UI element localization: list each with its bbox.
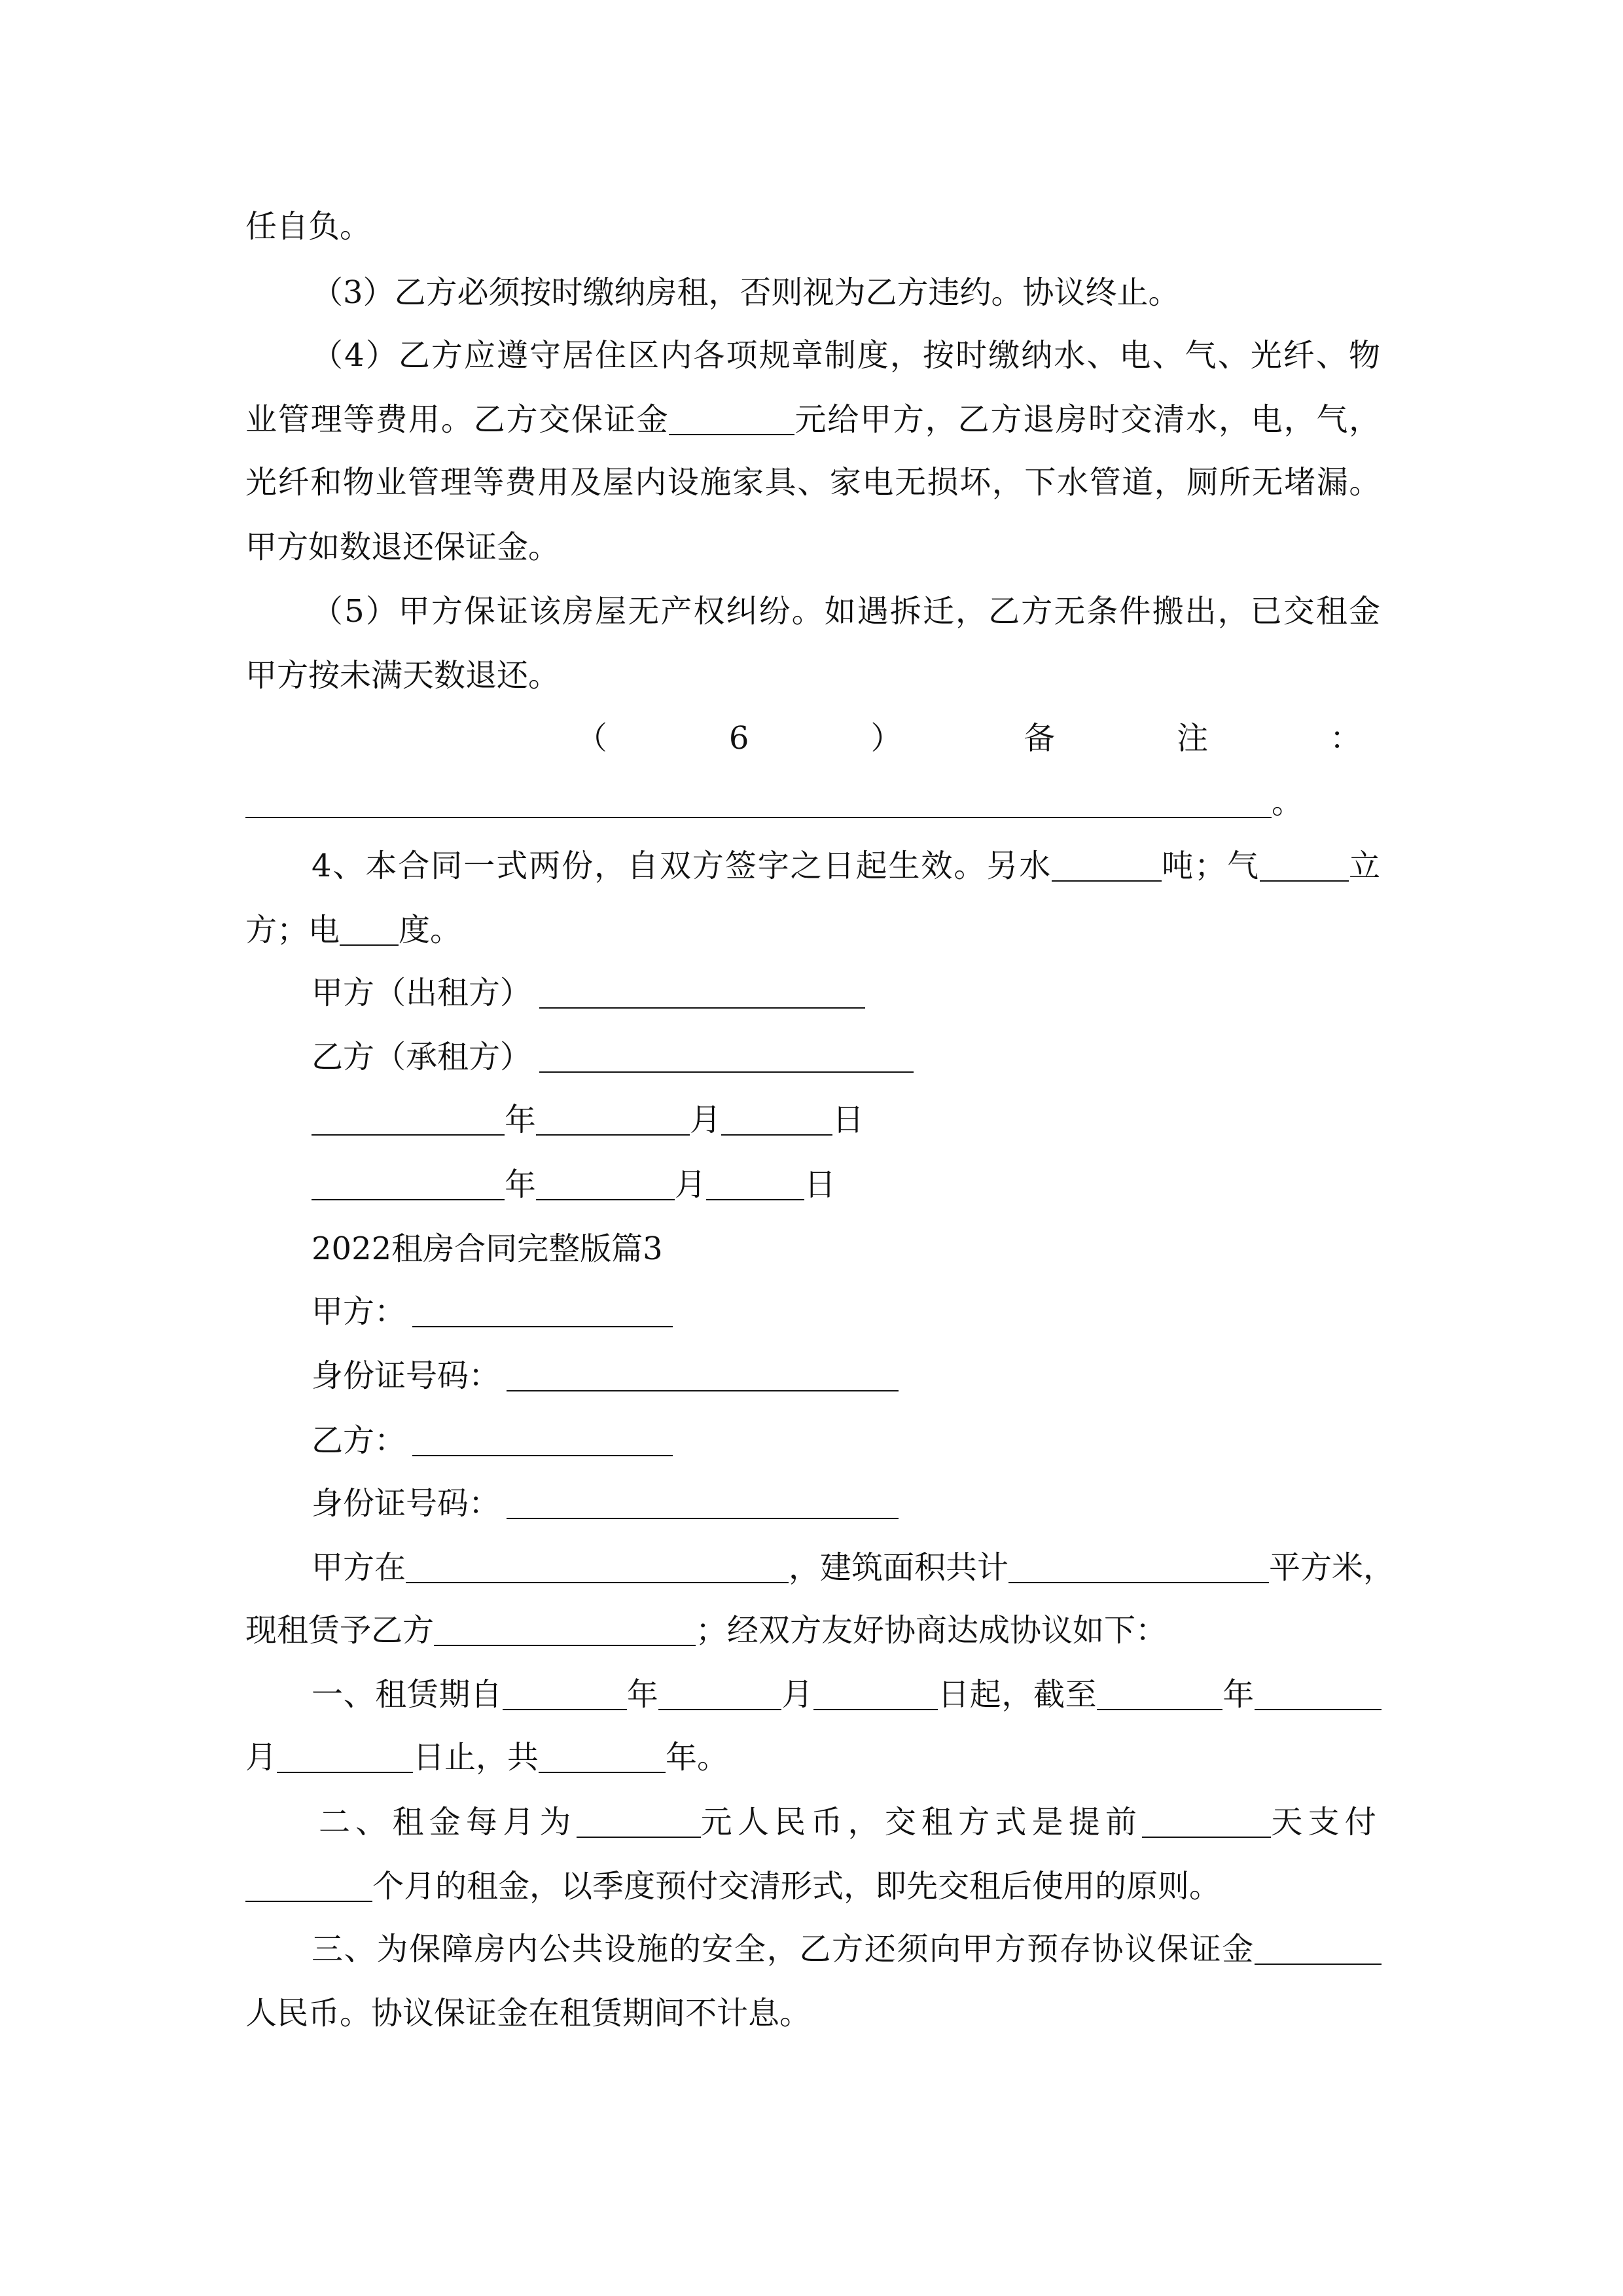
blank[interactable] bbox=[1255, 1670, 1382, 1710]
text-line: 甲方如数退还保证金。 bbox=[245, 529, 560, 565]
year-blank[interactable] bbox=[312, 1095, 505, 1136]
lessor-blank[interactable] bbox=[539, 968, 865, 1009]
gas-blank[interactable] bbox=[1260, 841, 1349, 882]
blank[interactable] bbox=[813, 1670, 938, 1710]
blank[interactable] bbox=[658, 1670, 781, 1710]
clause-4: （4）乙方应遵守居住区内各项规章制度，按时缴纳水、电、气、光纤、物 bbox=[312, 337, 1382, 374]
text: 4、本合同一式两份，自双方签字之日起生效。另水 bbox=[312, 848, 1052, 884]
date-line bbox=[312, 1088, 864, 1152]
blank[interactable] bbox=[277, 1732, 413, 1773]
text: 日起，截至 bbox=[938, 1676, 1097, 1713]
lessee-signature bbox=[312, 1025, 914, 1089]
clause-5: （5）甲方保证该房屋无产权纠纷。如遇拆迁，乙方无条件搬出，已交租金 bbox=[312, 593, 1382, 630]
section-title: 2022租房合同完整版篇3 bbox=[312, 1230, 663, 1267]
rent-line bbox=[319, 1790, 1382, 1854]
text: 度。 bbox=[399, 912, 462, 948]
deposit-line bbox=[312, 1917, 1382, 1981]
year-blank[interactable] bbox=[312, 1160, 505, 1200]
text: 年 bbox=[626, 1676, 659, 1713]
text: 日 bbox=[804, 1166, 836, 1203]
address-blank[interactable] bbox=[406, 1543, 789, 1583]
text: 月 bbox=[245, 1739, 277, 1776]
text: 日止，共 bbox=[413, 1739, 539, 1776]
party-a bbox=[312, 1280, 673, 1344]
text: 。 bbox=[1272, 784, 1304, 821]
text-line: 光纤和物业管理等费用及屋内设施家具、家电无损坏，下水管道，厕所无堵漏。 bbox=[245, 464, 1382, 501]
label: 身份证号码： bbox=[312, 1357, 501, 1394]
text: 年。 bbox=[666, 1739, 729, 1776]
remarks-line bbox=[245, 770, 1303, 834]
id-blank[interactable] bbox=[507, 1479, 899, 1519]
text: 三、为保障房内公共设施的安全，乙方还须向甲方预存协议保证金 bbox=[312, 1931, 1255, 1967]
id-blank[interactable] bbox=[507, 1351, 899, 1391]
text-line bbox=[245, 1598, 1167, 1662]
text: 6 bbox=[728, 720, 749, 757]
text: 业管理等费用。乙方交保证金 bbox=[245, 401, 669, 438]
text: ） bbox=[870, 720, 902, 757]
electric-blank[interactable] bbox=[340, 905, 399, 946]
text-line: 甲方按未满天数退还。 bbox=[245, 657, 560, 694]
text: 年 bbox=[1222, 1676, 1255, 1713]
label: 乙方（承租方） bbox=[312, 1039, 532, 1075]
party-b bbox=[312, 1408, 673, 1473]
party-a-id bbox=[312, 1344, 899, 1408]
lessee-blank[interactable] bbox=[434, 1605, 696, 1646]
text: 二、租金每月为 bbox=[319, 1804, 577, 1840]
area-blank[interactable] bbox=[1008, 1543, 1269, 1583]
text: 甲方在 bbox=[312, 1549, 406, 1586]
text-line: 任自负。 bbox=[245, 208, 372, 245]
property-line bbox=[312, 1535, 1395, 1600]
text: ，建筑面积共计 bbox=[789, 1549, 1009, 1586]
month-blank[interactable] bbox=[536, 1095, 690, 1136]
day-blank[interactable] bbox=[721, 1095, 832, 1136]
text: 备 bbox=[1024, 720, 1056, 757]
text: 注 bbox=[1177, 720, 1209, 757]
text: 平方米， bbox=[1269, 1549, 1395, 1586]
rent-blank[interactable] bbox=[577, 1797, 701, 1838]
party-b-id bbox=[312, 1471, 899, 1535]
month-blank[interactable] bbox=[536, 1160, 675, 1200]
clause-4-copies bbox=[312, 834, 1382, 898]
text: 个月的租金，以季度预付交清形式，即先交租后使用的原则。 bbox=[372, 1868, 1221, 1905]
text: 吨；气 bbox=[1162, 848, 1260, 884]
text: 方；电 bbox=[245, 912, 340, 948]
text: 立 bbox=[1349, 848, 1382, 884]
clause-4-cont bbox=[245, 387, 1382, 452]
blank[interactable] bbox=[1097, 1670, 1222, 1710]
lessor-signature bbox=[312, 961, 865, 1025]
remarks-blank[interactable] bbox=[245, 778, 1272, 818]
text: 年 bbox=[505, 1102, 537, 1138]
text: （ bbox=[576, 720, 608, 757]
text: 现租赁予乙方 bbox=[245, 1612, 435, 1649]
label: 身份证号码： bbox=[312, 1485, 501, 1522]
clause-3: （3）乙方必须按时缴纳房租，否则视为乙方违约。协议终止。 bbox=[312, 274, 1180, 311]
text: 月 bbox=[675, 1166, 707, 1203]
text-line bbox=[245, 1725, 728, 1789]
label: 甲方： bbox=[312, 1293, 406, 1330]
lessee-blank[interactable] bbox=[539, 1032, 914, 1073]
text: 元人民币，交租方式是提前 bbox=[700, 1804, 1143, 1840]
text: 天支付 bbox=[1271, 1804, 1382, 1840]
text: 年 bbox=[505, 1166, 537, 1203]
party-b-blank[interactable] bbox=[412, 1416, 673, 1456]
term-line bbox=[312, 1662, 1382, 1727]
text: ；经双方友好协商达成协议如下： bbox=[696, 1612, 1168, 1649]
text: 元给甲方，乙方退房时交清水，电，气， bbox=[794, 401, 1382, 438]
blank[interactable] bbox=[503, 1670, 627, 1710]
party-a-blank[interactable] bbox=[412, 1287, 673, 1327]
text-line: 人民币。协议保证金在租赁期间不计息。 bbox=[245, 1995, 812, 2032]
text: 一、租赁期自 bbox=[312, 1676, 503, 1713]
blank[interactable] bbox=[539, 1732, 666, 1773]
clause-6-remarks bbox=[576, 706, 1361, 770]
months-blank[interactable] bbox=[245, 1861, 372, 1902]
deposit-blank[interactable] bbox=[669, 395, 794, 435]
deposit-blank[interactable] bbox=[1255, 1924, 1382, 1965]
text-line bbox=[245, 898, 461, 962]
label: 甲方（出租方） bbox=[312, 975, 532, 1011]
label: 乙方： bbox=[312, 1422, 406, 1459]
water-blank[interactable] bbox=[1052, 841, 1162, 882]
text: 月 bbox=[781, 1676, 814, 1713]
text: 月 bbox=[690, 1102, 722, 1138]
days-blank[interactable] bbox=[1142, 1797, 1271, 1838]
text: 日 bbox=[832, 1102, 865, 1138]
date-line bbox=[312, 1153, 836, 1217]
text: ： bbox=[1329, 720, 1361, 757]
text-line bbox=[245, 1854, 1221, 1918]
day-blank[interactable] bbox=[706, 1160, 804, 1200]
